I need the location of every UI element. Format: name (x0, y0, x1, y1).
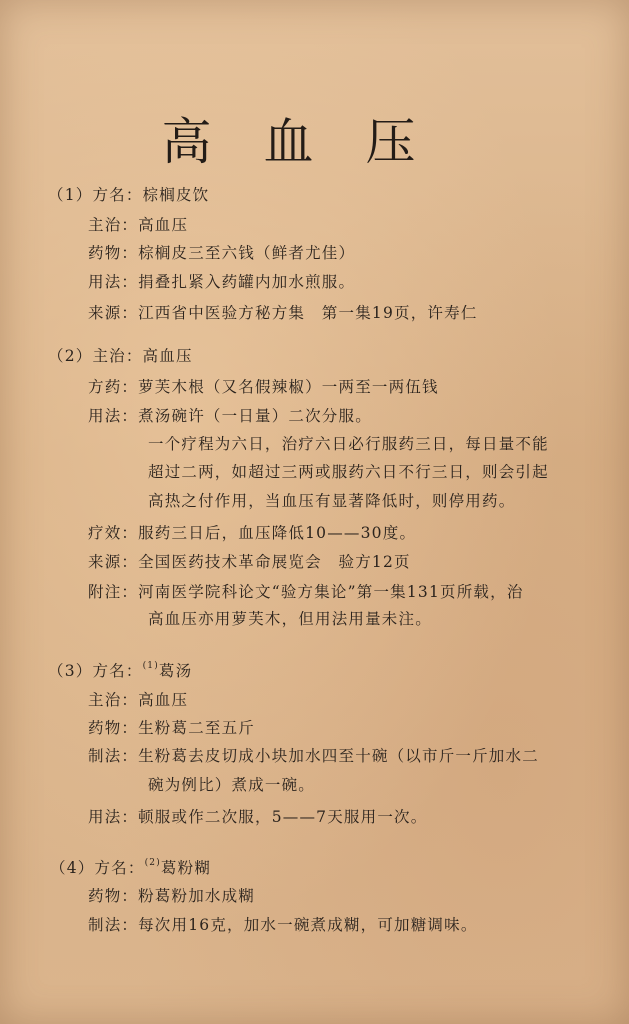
text-line: 用法：顿服或作二次服，5——7天服用一次。 (88, 808, 428, 826)
text-line: 一个疗程为六日，治疗六日必行服药三日，每日量不能 (148, 435, 549, 453)
text-line: 来源：全国医药技术革命展览会 验方12页 (88, 553, 411, 571)
text-line: 高血压亦用萝芙木，但用法用量未注。 (148, 610, 432, 628)
text-line: 碗为例比）煮成一碗。 (148, 776, 316, 794)
text-line: 附注：河南医学院科论文“验方集论”第一集131页所载，治 (88, 583, 524, 601)
text-line: 制法：每次用16克，加水一碗煮成糊，可加糖调味。 (88, 916, 478, 934)
footnote-marker: (2) (144, 858, 161, 868)
text-line: 疗效：服药三日后，血压降低10——30度。 (88, 524, 417, 542)
text-line: 制法：生粉葛去皮切成小块加水四至十碗（以市斤一斤加水二 (88, 747, 539, 765)
text-line-rest: 葛粉糊 (160, 859, 212, 877)
text-line: 药物：粉葛粉加水成糊 (88, 887, 256, 905)
text-line: 药物：棕榈皮三至六钱（鲜者尤佳） (88, 244, 356, 262)
text-line: 高热之付作用，当血压有显著降低时，则停用药。 (148, 492, 516, 510)
page-title: 高血压 (161, 113, 468, 171)
text-line (48, 659, 192, 681)
text-line: 用法：煮汤碗许（一日量）二次分服。 (88, 407, 372, 425)
text-line: 来源：江西省中医验方秘方集 第一集19页，许寿仁 (88, 304, 478, 322)
footnote-marker: (1) (142, 661, 159, 671)
text-line: 药物：生粉葛二至五斤 (88, 719, 256, 737)
text-line: 用法：捐叠扎紧入药罐内加水煎服。 (88, 273, 356, 291)
text-line-prefix: （4）方名： (50, 859, 145, 877)
text-line: （2）主治：高血压 (48, 347, 193, 365)
text-line-rest: 葛汤 (158, 662, 193, 680)
text-line: 主治：高血压 (88, 216, 189, 234)
text-line: 主治：高血压 (88, 691, 189, 709)
text-line: （1）方名：棕榈皮饮 (48, 186, 210, 204)
text-line: 超过二两，如超过三两或服药六日不行三日，则会引起 (148, 463, 549, 481)
text-line (50, 856, 211, 878)
text-line-prefix: （3）方名： (48, 662, 143, 680)
text-line: 方药：萝芙木根（又名假辣椒）一两至一两伍钱 (88, 378, 439, 396)
